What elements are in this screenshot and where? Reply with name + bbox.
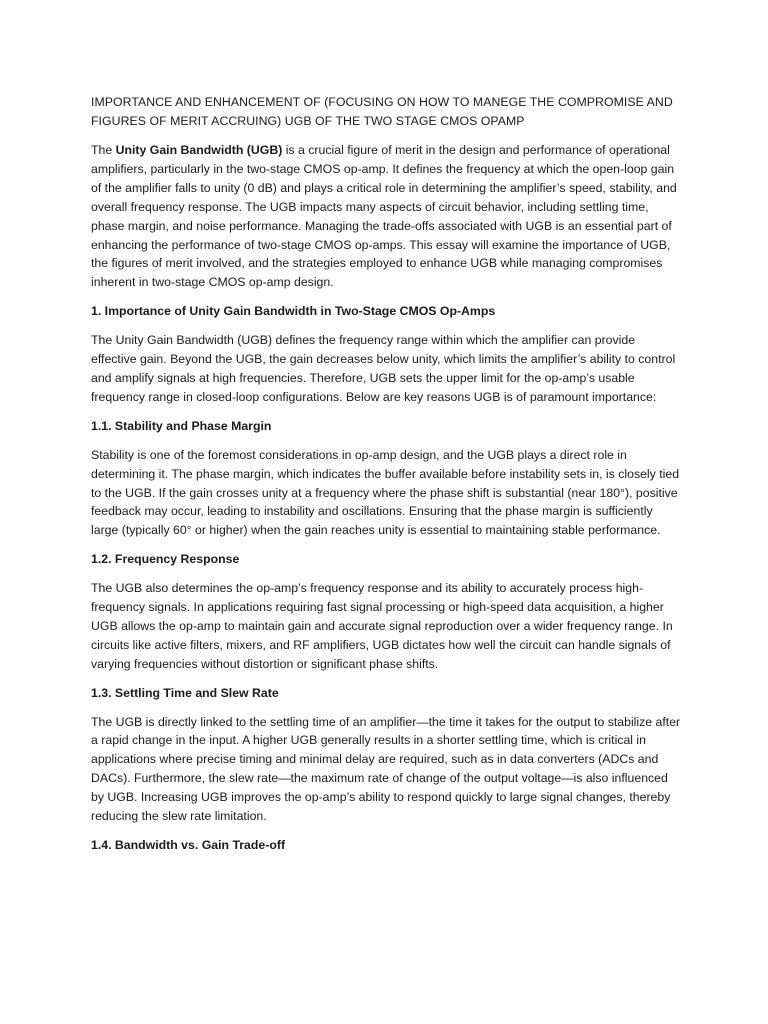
intro-prefix: The — [91, 143, 116, 157]
intro-paragraph — [91, 141, 681, 292]
section-1-2-body: The UGB also determines the op-amp’s frequency response and its ability to accurately process high-frequency signals. In applications requiring fast signal processing or high-speed data acquisition, a higher UGB allows the op-amp to maintain gain and accurate signal reproduction over a wider frequency range. In circuits like active filters, mixers, and RF amplifiers, UGB dictates how well the circuit can handle signals of varying frequencies without distortion or significant phase shifts. — [91, 581, 673, 671]
intro-bold-term: Unity Gain Bandwidth (UGB) — [115, 143, 283, 157]
section-1-1-body: Stability is one of the foremost considerations in op-amp design, and the UGB plays a direct role in determining it. The phase margin, which indicates the buffer available before instability sets in, is closely tied to the UGB. If the gain crosses unity at a frequency where the phase shift is substantial (near 180°), positive feedback may occur, leading to instability and oscillations. Ensuring that the phase margin is sufficiently large (typically 60° or higher) when the gain reaches unity is essential to maintaining stable performance. — [91, 447, 680, 538]
intro-rest: is a crucial figure of merit in the design and performance of operational amplifiers, particularly in the two-stage CMOS op-amp. It defines the frequency at which the open-loop gain of the amplifier falls to unity (0 dB) and plays a critical role in determining the amplifier’s speed, stability, and overall frequency response. The UGB impacts many aspects of circuit behavior, including settling time, phase margin, and noise performance. Managing the trade-offs associated with UGB is an essential part of enhancing the performance of two-stage CMOS op-amps. This essay will examine the importance of UGB, the figures of merit involved, and the strategies employed to enhance UGB while managing compromises inherent in two-stage CMOS op-amp design. — [91, 143, 677, 290]
section-1-body: The Unity Gain Bandwidth (UGB) defines the frequency range within which the amplifier can provide effective gain. Beyond the UGB, the gain decreases below unity, which limits the amplifier’s ability to control and amplify signals at high frequencies. Therefore, UGB sets the upper limit for the op-amp’s usable frequency range in closed-loop configurations. Below are key reasons UGB is of paramount importance: — [91, 333, 676, 404]
section-1-2-heading: 1.2. Frequency Response — [91, 552, 240, 567]
section-1-1-heading: 1.1. Stability and Phase Margin — [91, 418, 272, 433]
section-1-3-heading: 1.3. Settling Time and Slew Rate — [91, 685, 279, 700]
document-title: IMPORTANCE AND ENHANCEMENT OF (FOCUSING ON HOW TO MANEGE THE COMPROMISE AND FIGURES OF MERIT ACCRUING) UGB OF THE TWO STAGE CMOS OPAMP — [91, 95, 673, 128]
section-1-heading: 1. Importance of Unity Gain Bandwidth in Two-Stage CMOS Op-Amps — [91, 304, 496, 319]
document-page — [91, 93, 681, 865]
section-1-4-heading: 1.4. Bandwidth vs. Gain Trade-off — [91, 838, 286, 852]
section-1-3-body: The UGB is directly linked to the settling time of an amplifier—the time it takes for the output to stabilize after a rapid change in the input. A higher UGB generally results in a shorter settling time, which is critical in applications where precise timing and minimal delay are required, such as in data converters (ADCs and DACs). Furthermore, the slew rate—the maximum rate of change of the output voltage—is also influenced by UGB. Increasing UGB improves the op-amp’s ability to respond quickly to large signal changes, thereby reducing the slew rate limitation. — [91, 714, 681, 824]
